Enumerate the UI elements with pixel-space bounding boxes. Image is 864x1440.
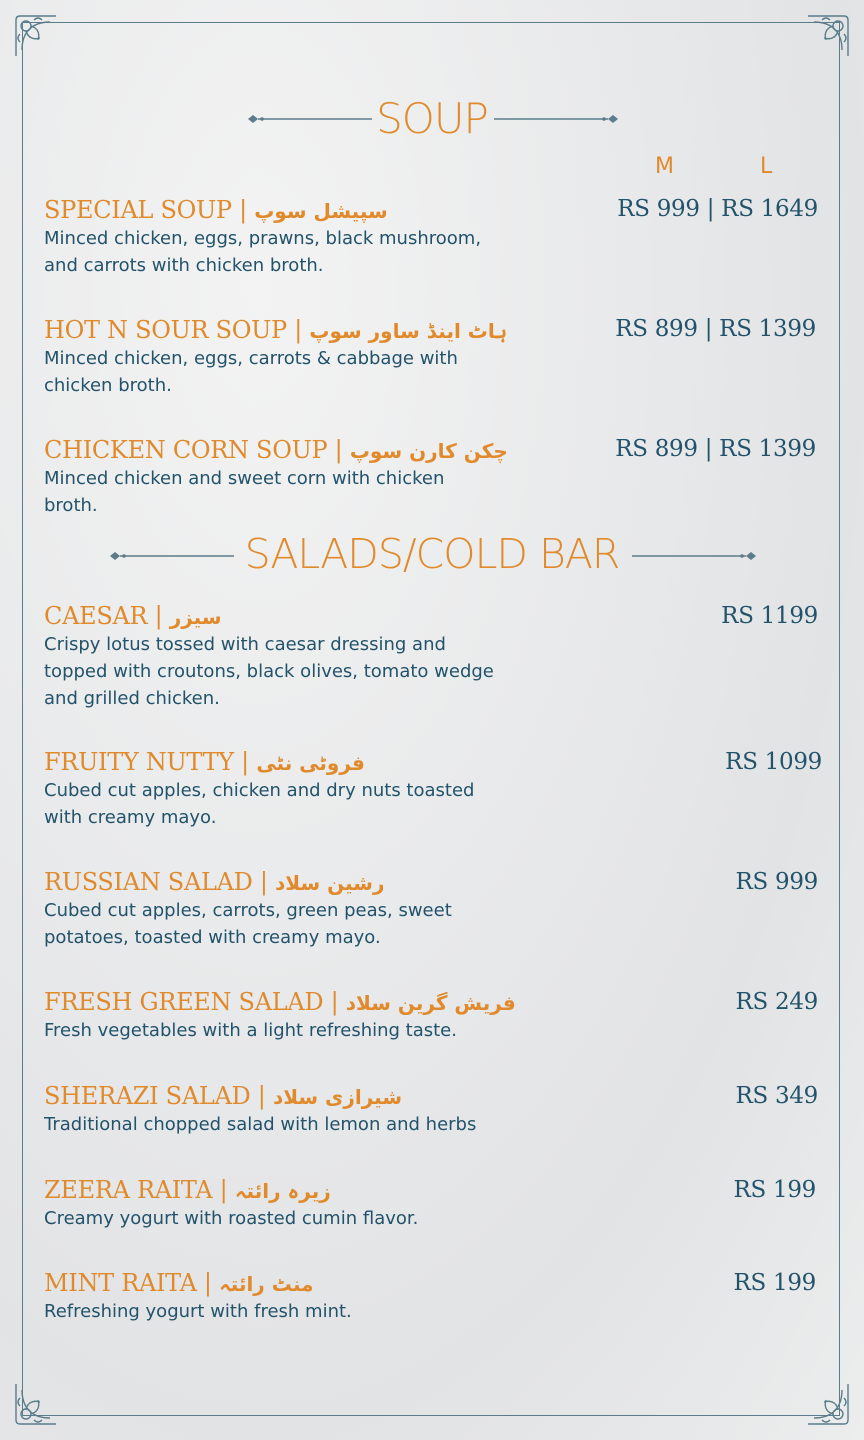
item-price: RS 899 | RS 1399 [615, 436, 816, 462]
item-description: Cubed cut apples, chicken and dry nuts toasted with creamy mayo. [44, 780, 475, 828]
item-description: Crispy lotus tossed with caesar dressing and topped with croutons, black olives, tomato wedge and grilled chicken. [44, 634, 494, 709]
size-label-large: L [760, 154, 773, 179]
item-price: RS 349 [735, 1083, 818, 1109]
size-label-medium: M [655, 154, 674, 179]
item-description: Cubed cut apples, carrots, green peas, sweet potatoes, toasted with creamy mayo. [44, 900, 452, 948]
ornament-corner-icon [806, 12, 852, 58]
item-price: RS 899 | RS 1399 [615, 316, 816, 342]
ornament-corner-icon [806, 1382, 852, 1428]
section-title-salads: SALADS/COLD BAR [244, 530, 620, 578]
item-price: RS 1099 [725, 749, 822, 775]
item-name: ZEERA RAITA | زیرہ رائتہ [44, 1176, 331, 1204]
menu-item [44, 1082, 476, 1138]
menu-item [44, 602, 494, 712]
item-name: SPECIAL SOUP | سپیشل سوپ [44, 196, 388, 224]
menu-item [44, 1176, 418, 1232]
item-name: RUSSIAN SALAD | رشین سلاد [44, 868, 385, 896]
item-description: Fresh vegetables with a light refreshing taste. [44, 1020, 457, 1041]
item-name: MINT RAITA | منٹ رائتہ [44, 1269, 314, 1297]
item-price: RS 999 | RS 1649 [617, 196, 818, 222]
item-description: Minced chicken and sweet corn with chicken broth. [44, 468, 445, 516]
menu-item [44, 1269, 352, 1325]
item-name: CAESAR | سیزر [44, 602, 222, 630]
item-price: RS 249 [735, 989, 818, 1015]
item-description: Creamy yogurt with roasted cumin flavor. [44, 1208, 419, 1229]
item-price: RS 1199 [721, 603, 818, 629]
item-name: HOT N SOUR SOUP | ہاٹ اینڈ ساور سوپ [44, 316, 508, 344]
item-price: RS 199 [733, 1270, 816, 1296]
item-name: FRESH GREEN SALAD | فریش گرین سلاد [44, 988, 516, 1016]
menu-item [44, 196, 481, 279]
menu-item [44, 316, 507, 399]
item-description: Minced chicken, eggs, carrots & cabbage with chicken broth. [44, 348, 458, 396]
menu-item [44, 868, 452, 951]
item-name: FRUITY NUTTY | فروٹی نٹی [44, 748, 365, 776]
menu-item [44, 748, 474, 831]
item-description: Refreshing yogurt with fresh mint. [44, 1301, 352, 1322]
item-description: Minced chicken, eggs, prawns, black mushroom, and carrots with chicken broth. [44, 228, 482, 276]
section-title-soup: SOUP [376, 94, 488, 143]
ornament-corner-icon [12, 12, 58, 58]
item-price: RS 999 [735, 869, 818, 895]
item-name: SHERAZI SALAD | شیرازی سلاد [44, 1082, 402, 1110]
item-price: RS 199 [733, 1177, 816, 1203]
item-name: CHICKEN CORN SOUP | چکن کارن سوپ [44, 436, 508, 464]
menu-item [44, 988, 516, 1044]
ornament-corner-icon [12, 1382, 58, 1428]
item-description: Traditional chopped salad with lemon and herbs [44, 1114, 477, 1135]
menu-item [44, 436, 508, 519]
